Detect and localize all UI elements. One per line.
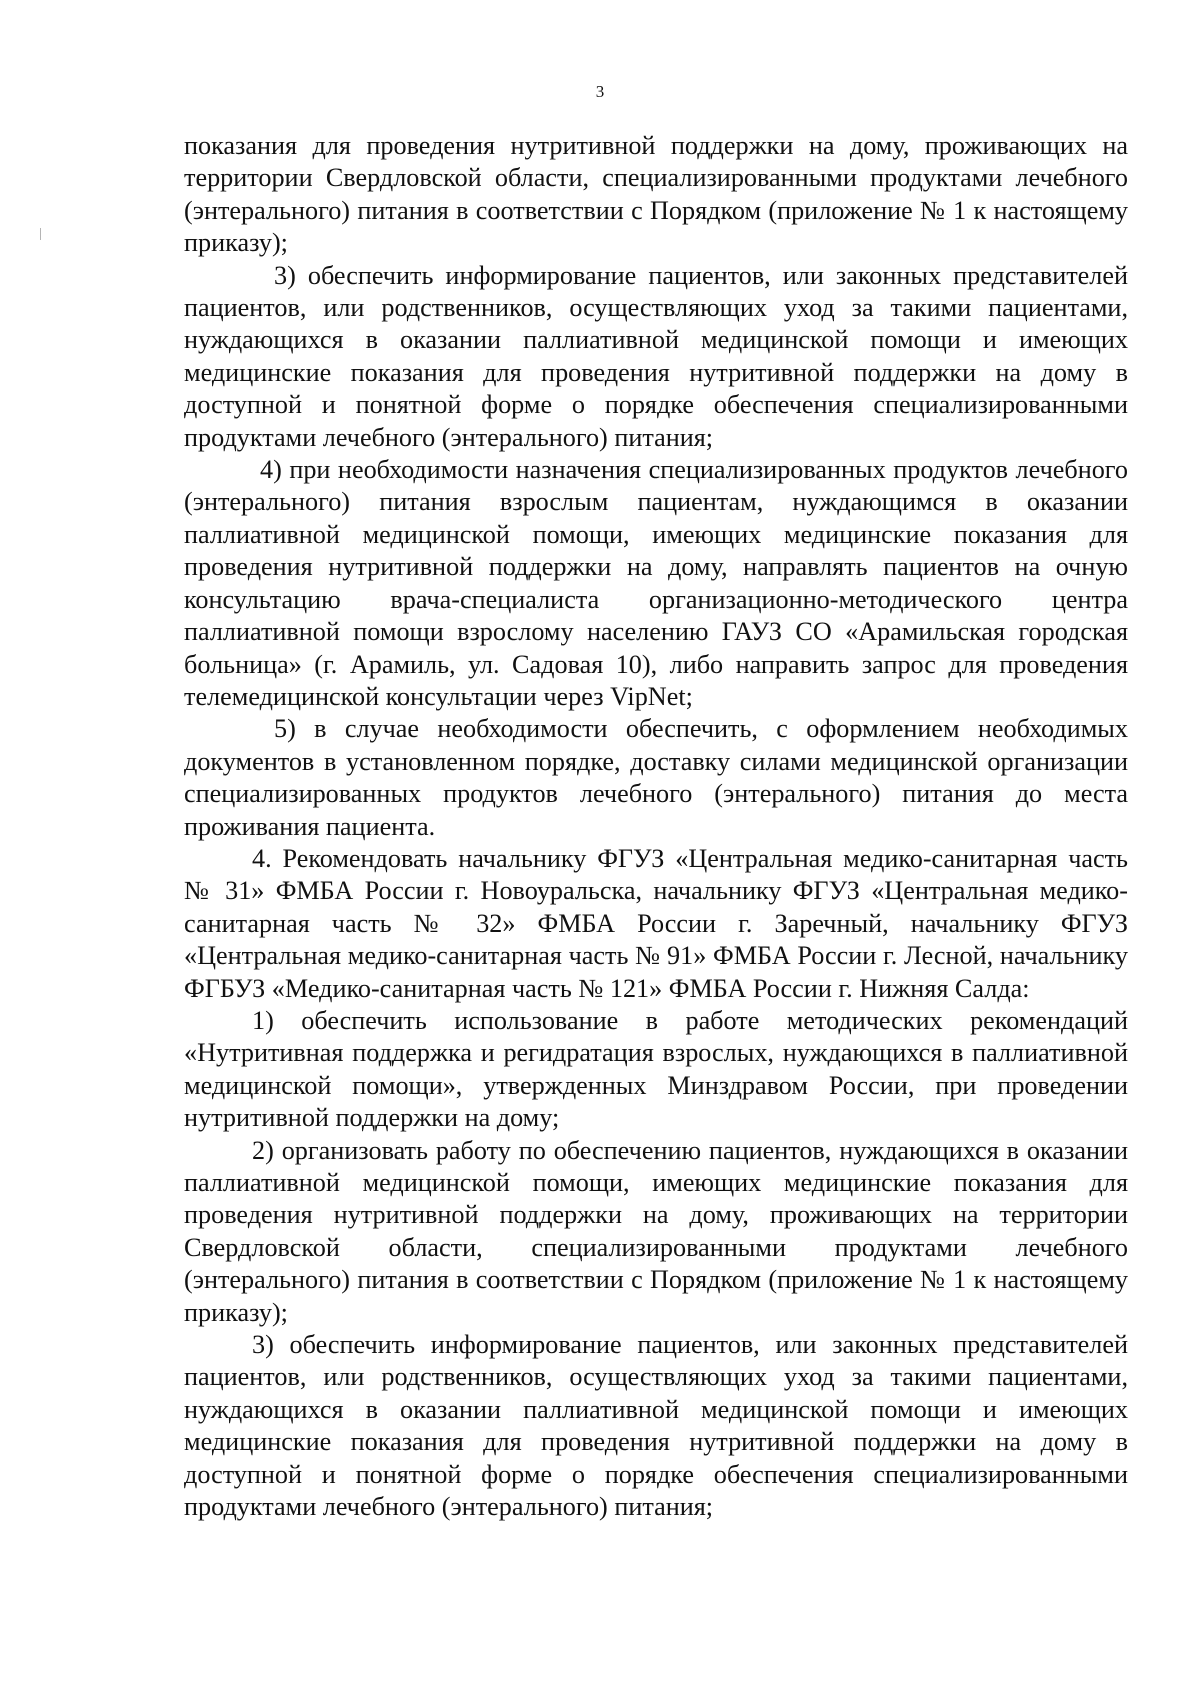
paragraph-clause-4-item-1: 1) обеспечить использование в работе методических рекомендаций «Нутритивная поддержка и регидратация взрослых, нуждающихся в паллиативной медицинской помощи», утвержденных Минздравом России, при проведении нутритивной поддержки на дому; xyxy=(184,1005,1128,1133)
paragraph-clause-4: 4. Рекомендовать начальнику ФГУЗ «Центральная медико-санитарная часть № 31» ФМБА России г. Новоуральска, начальнику ФГУЗ «Центральная медико-санитарная часть № 32» ФМБА России г. Заречный, начальнику ФГУЗ «Центральная медико-санитарная часть № 91» ФМБА России г. Лесной, начальнику ФГБУЗ «Медико-санитарная часть № 121» ФМБА России г. Нижняя Салда: xyxy=(184,843,1128,1003)
paragraph-item-5: 5) в случае необходимости обеспечить, с оформлением необходимых документов в установленном порядке, доставку силами медицинской организации специализированных продуктов лечебного (энтерального) питания до места проживания пациента. xyxy=(184,714,1128,841)
page-number: 3 xyxy=(595,82,605,101)
scan-edge-mark xyxy=(40,228,41,240)
paragraph-continuation: показания для проведения нутритивной поддержки на дому, проживающих на территории Свердловской области, специализированными продуктами лечебного (энтерального) питания в соответствии с Порядком (приложение № 1 к настоящему приказу); xyxy=(184,131,1128,258)
paragraph-item-3: 3) обеспечить информирование пациентов, или законных представителей пациентов, или родственников, осуществляющих уход за такими пациентами, нуждающихся в оказании паллиативной медицинской помощи и имеющих медицинские показания для проведения нутритивной поддержки на дому в доступной и понятной форме о порядке обеспечения специализированными продуктами лечебного (энтерального) питания; xyxy=(184,260,1128,452)
document-body xyxy=(184,130,1128,1523)
paragraph-clause-4-item-2: 2) организовать работу по обеспечению пациентов, нуждающихся в оказании паллиативной медицинской помощи, имеющих медицинские показания для проведения нутритивной поддержки на дому, проживающих на территории Свердловской области, специализированными продуктами лечебного (энтерального) питания в соответствии с Порядком (приложение № 1 к настоящему приказу); xyxy=(184,1135,1128,1327)
paragraph-item-4: 4) при необходимости назначения специализированных продуктов лечебного (энтерального) питания взрослым пациентам, нуждающимся в оказании паллиативной медицинской помощи, имеющих медицинские показания для проведения нутритивной поддержки на дому, направлять пациентов на очную консультацию врача-специалиста организационно-методического центра паллиативной помощи взрослому населению ГАУЗ СО «Арамильская городская больница» (г. Арамиль, ул. Садовая 10), либо направить запрос для проведения телемедицинской консультации через VipNet; xyxy=(184,455,1128,711)
paragraph-clause-4-item-3: 3) обеспечить информирование пациентов, или законных представителей пациентов, или родственников, осуществляющих уход за такими пациентами, нуждающихся в оказании паллиативной медицинской помощи и имеющих медицинские показания для проведения нутритивной поддержки на дому в доступной и понятной форме о порядке обеспечения специализированными продуктами лечебного (энтерального) питания; xyxy=(184,1330,1128,1522)
